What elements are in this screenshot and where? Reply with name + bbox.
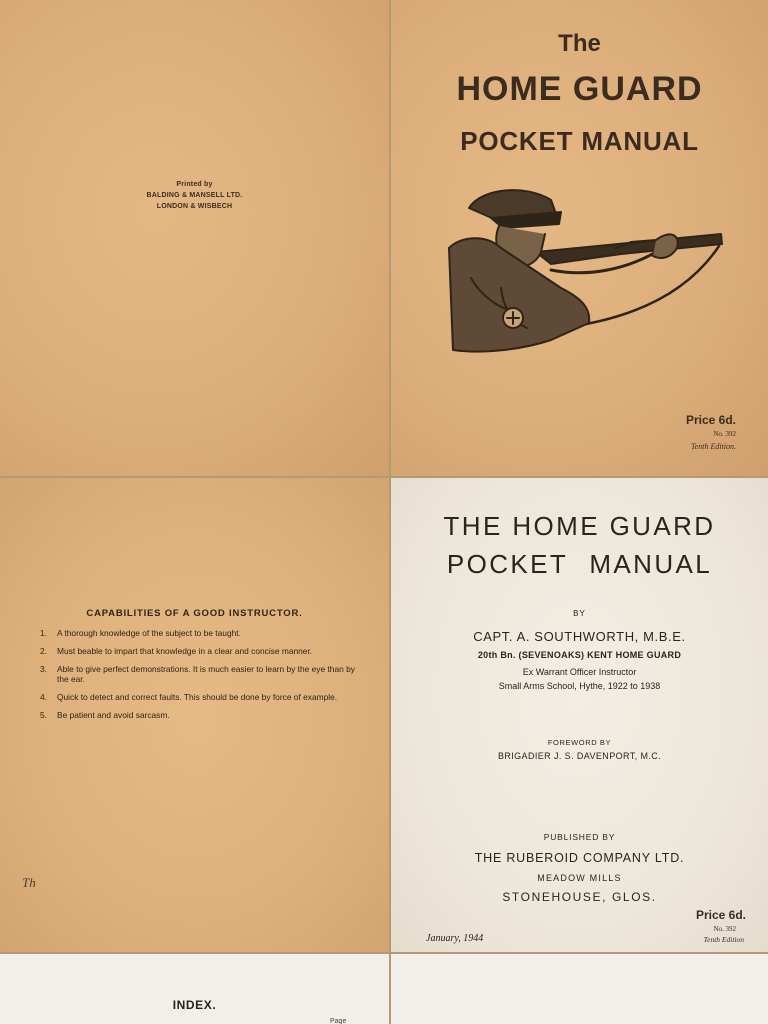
published-by-label: PUBLISHED BY <box>543 832 616 842</box>
cover-title-pocket-manual: POCKET MANUAL <box>460 126 699 156</box>
instructor-page <box>0 478 389 952</box>
publisher-name: THE RUBEROID COMPANY LTD. <box>474 851 685 865</box>
publication-date: January, 1944 <box>426 933 484 944</box>
printer-credit-line3: LONDON & WISBECH <box>156 203 233 210</box>
printer-credit-line1: Printed by <box>176 181 213 188</box>
handwritten-initials: Th <box>22 875 36 890</box>
printer-credit-line2: BALDING & MANSELL LTD. <box>146 192 243 199</box>
foreword-label: FOREWORD BY <box>547 738 612 747</box>
cover-issue-number: No. 392 <box>713 430 736 438</box>
index-heading: INDEX. <box>172 998 217 1012</box>
soldier-aiming-rifle-illustration <box>441 178 731 358</box>
back-cover-page <box>0 0 389 476</box>
list-item: 4. Quick to detect and correct faults. This should be done by force of example. <box>40 692 338 702</box>
title-page-issue-number: No. 392 <box>713 925 736 933</box>
list-item: 5. Be patient and avoid sarcasm. <box>40 710 170 720</box>
cover-title-home-guard: HOME GUARD <box>456 70 703 108</box>
title-page-price: Price 6d. <box>695 908 746 922</box>
index-page-column-label: Page <box>330 1018 347 1024</box>
author-unit: 20th Bn. (SEVENOAKS) KENT HOME GUARD <box>477 650 682 660</box>
author-role-line2: Small Arms School, Hythe, 1922 to 1938 <box>498 681 661 691</box>
list-item: 1. A thorough knowledge of the subject to be taught. <box>40 628 241 638</box>
instructor-heading: CAPABILITIES OF A GOOD INSTRUCTOR. <box>86 608 303 619</box>
cover-price: Price 6d. <box>685 413 736 427</box>
title-page <box>391 478 768 952</box>
title-page-line1: THE HOME GUARD <box>443 511 716 541</box>
author-role-line1: Ex Warrant Officer Instructor <box>522 667 637 677</box>
cover-edition: Tenth Edition. <box>690 442 736 451</box>
title-page-edition: Tenth Edition <box>703 935 744 944</box>
blank-page <box>391 954 768 1024</box>
list-item: 2. Must beable to impart that knowledge in a clear and concise manner. <box>40 646 313 656</box>
publisher-address-line1: MEADOW MILLS <box>537 873 622 883</box>
title-page-line2: POCKET MANUAL <box>446 549 713 579</box>
author-name: CAPT. A. SOUTHWORTH, M.B.E. <box>473 629 686 644</box>
cover-title-the: The <box>558 30 601 57</box>
publisher-address-line2: STONEHOUSE, GLOS. <box>502 890 657 904</box>
instructor-capabilities-list <box>40 628 360 728</box>
index-page <box>0 954 389 1024</box>
list-item: 3. Able to give perfect demonstrations. It is much easier to learn by the eye than by the ear. <box>40 664 355 684</box>
by-label: BY <box>573 609 586 618</box>
foreword-author: BRIGADIER J. S. DAVENPORT, M.C. <box>497 751 662 761</box>
front-cover-page <box>391 0 768 476</box>
